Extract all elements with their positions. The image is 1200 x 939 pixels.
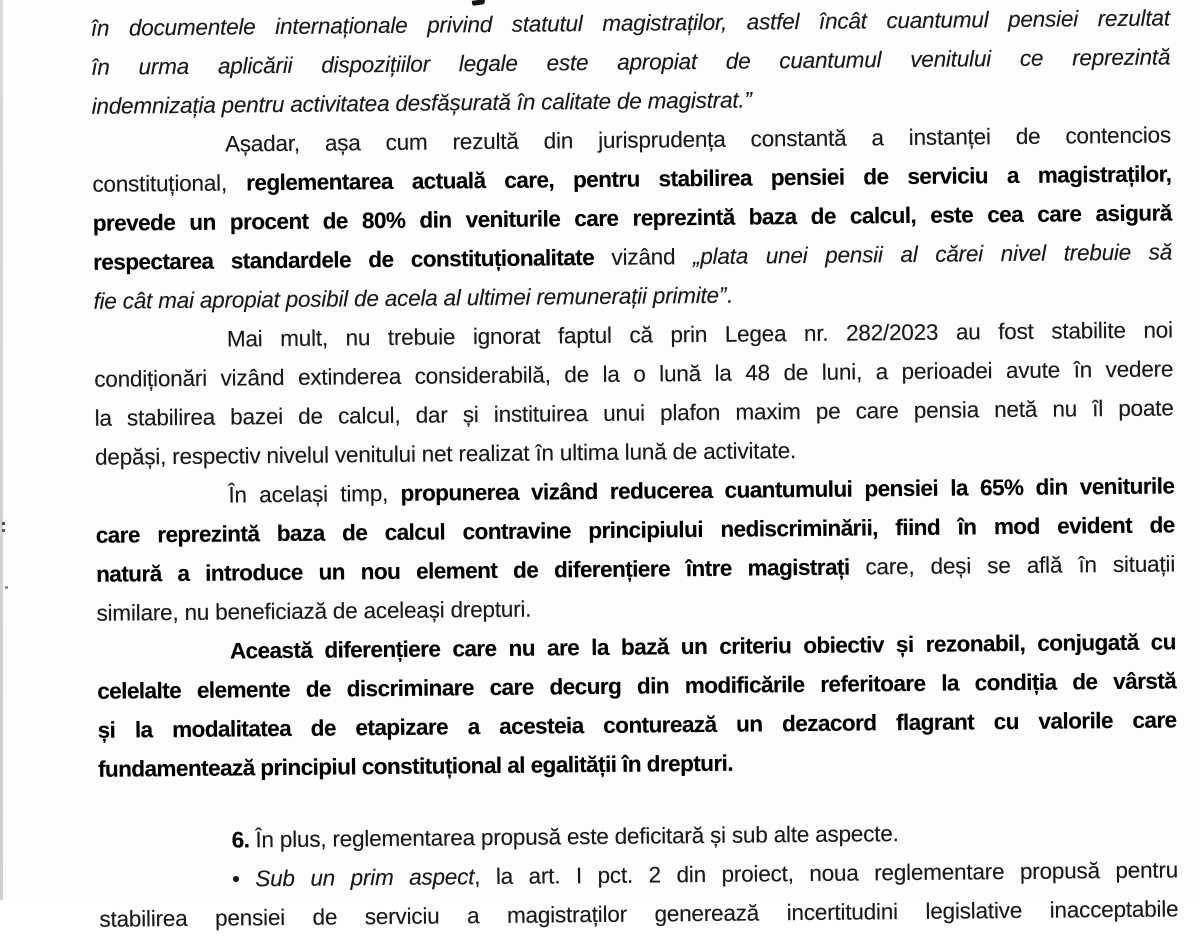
text-segment: celelalte elemente de discriminare care decurg din modificările referitoare la condiția de vârstă: [97, 668, 1177, 704]
paragraph-bullet-prim-aspect: [99, 850, 1179, 938]
text-segment: vizând: [611, 244, 694, 270]
quoted-provision-continuation: [91, 0, 1171, 126]
text-segment: constituțional,: [92, 170, 247, 197]
text-segment: reglementarea actuală care, pentru stabilirea pensiei de serviciu a magistraților,: [246, 161, 1172, 196]
text-segment: în documentele internaționale privind statutul magistraților, astfel încât cuantumul pensiei rezultat: [90, 5, 1170, 41]
paragraph-aceasta-diferentiere: [97, 622, 1177, 788]
scan-speck: [5, 586, 8, 589]
text-segment: care reprezintă baza de calcul contravine principiului nediscriminării, fiind în mod evident de: [95, 512, 1175, 548]
scan-edge-strip: [0, 0, 3, 900]
text-segment: Mai mult, nu trebuie ignorat faptul că prin Legea nr. 282/2023 au fost stabilite noi: [226, 317, 1173, 352]
paragraph-in-acelasi-timp: [95, 466, 1175, 632]
text-segment: similare, nu beneficiază de aceleași drepturi.: [96, 596, 532, 626]
paragraph-asadar: [92, 115, 1173, 320]
text-segment: În același timp,: [228, 480, 401, 508]
text-segment: natură a introduce un nou element de diferențiere între magistrați: [96, 554, 866, 587]
text-segment: stabilirea pensiei de serviciu a magistraților generează incertitudini legislative inacceptabile: [99, 896, 1179, 932]
text-segment: care, deși se află în situații: [865, 551, 1176, 580]
text-segment: și la modalitatea de etapizare a acesteia conturează un dezacord flagrant cu valorile care: [97, 707, 1177, 743]
text-segment: 6.: [231, 827, 250, 853]
text-segment: prevede un procent de 80% din veniturile care reprezintă baza de calcul, este cea care asigură: [92, 200, 1172, 236]
scan-speck: [2, 522, 5, 525]
text-segment: Această diferențiere care nu are la bază un criteriu obiectiv și rezonabil, conjugată cu: [229, 629, 1176, 664]
text-segment: „plata unei pensii al cărei nivel trebuie să: [692, 239, 1173, 270]
text-segment: la stabilirea bazei de calcul, dar și instituirea unui plafon maxim pe care pensia netă nu îl poate: [94, 395, 1174, 431]
text-segment: În plus, reglementarea propusă este deficitară și sub alte aspecte.: [249, 821, 899, 853]
text-segment: indemnizația pentru activitatea desfășurată în calitate de magistrat.”: [91, 87, 752, 119]
text-segment: respectarea standardele de constituționalitate: [93, 244, 612, 275]
document-body: [91, 0, 1179, 939]
text-segment: •: [231, 866, 256, 892]
text-segment: condiționări vizând extinderea considerabilă, de la o lună la 48 de luni, a perioadei avute în vedere: [94, 356, 1174, 392]
text-segment: Așadar, așa cum rezultă din jurisprudența constantă a instanței de contencios: [224, 122, 1172, 157]
text-segment: propunerea vizând reducerea cuantumului pensiei la 65% din veniturile: [400, 473, 1175, 506]
text-segment: , la art. I pct. 2 din proiect, noua reglementare propusă pentru: [474, 857, 1179, 890]
text-segment: depăși, respectiv nivelul venitului net realizat în ultima lună de activitate.: [94, 438, 797, 470]
text-segment: Sub un prim aspect: [255, 864, 475, 892]
text-segment: fundamentează principiul constituțional al egalității în drepturi.: [97, 750, 734, 782]
text-segment: în urma aplicării dispozițiilor legale este apropiat de cuantumul venitului ce reprezintă: [91, 44, 1171, 80]
text-segment: fie cât mai apropiat posibil de acela al ultimei remunerații primite”: [93, 282, 727, 314]
text-segment: .: [726, 282, 733, 308]
paragraph-mai-mult: [94, 310, 1174, 476]
